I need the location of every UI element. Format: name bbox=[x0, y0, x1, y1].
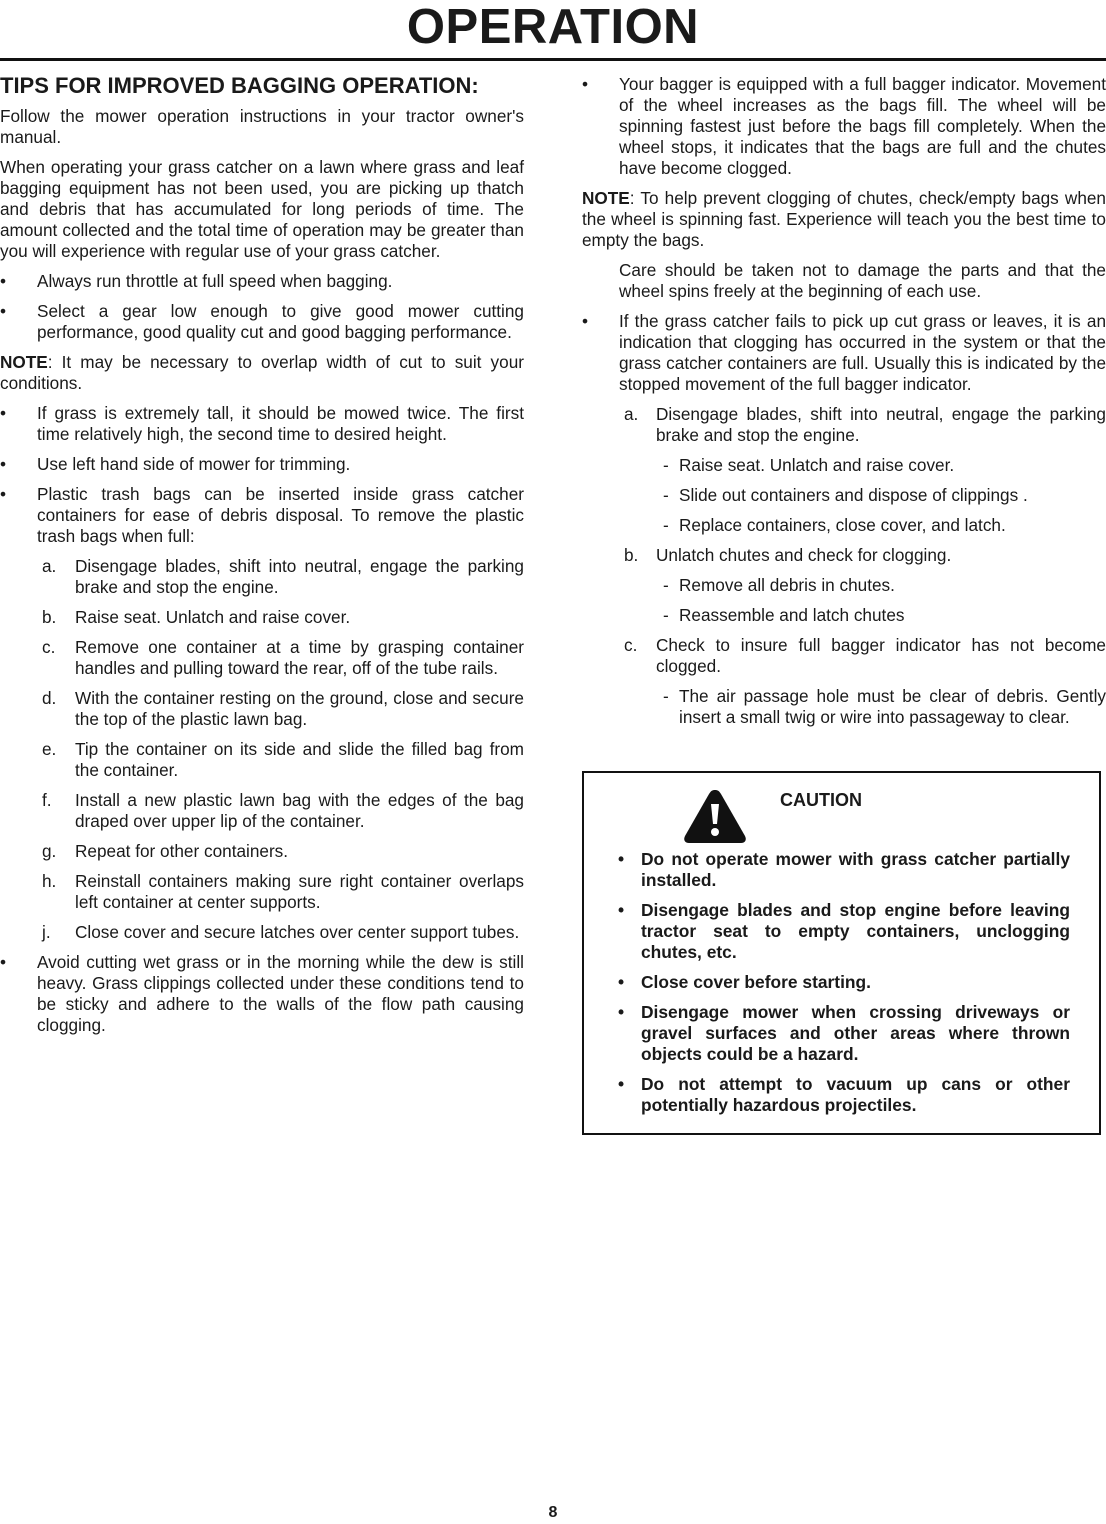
dash-item: - Replace containers, close cover, and latch. bbox=[663, 515, 1006, 535]
bullet-icon: • bbox=[0, 271, 7, 291]
bullet-icon: • bbox=[618, 972, 625, 992]
list-item: • Use left hand side of mower for trimming. bbox=[0, 454, 351, 474]
note-paragraph: NOTE: To help prevent clogging of chutes, check/empty bags when the wheel is spinning fast. Experience will teach you the best time to empty the bags. bbox=[582, 188, 1106, 250]
page-header bbox=[0, 0, 1106, 61]
step-item: j. Close cover and secure latches over center support tubes. bbox=[42, 922, 520, 942]
caution-item: • Disengage mower when crossing driveways or gravel surfaces and other areas where thrown objects could be a hazard. bbox=[618, 1002, 1070, 1064]
dash-item: - Remove all debris in chutes. bbox=[663, 575, 895, 595]
bullet-icon: • bbox=[618, 849, 625, 869]
step-item: c. Check to insure full bagger indicator has not become clogged. bbox=[624, 635, 1106, 676]
caution-box bbox=[582, 771, 1101, 1135]
page-title: OPERATION bbox=[406, 0, 700, 54]
right-column bbox=[582, 74, 1106, 737]
caution-item: • Do not attempt to vacuum up cans or other potentially hazardous projectiles. bbox=[618, 1074, 1070, 1115]
bullet-icon: • bbox=[582, 311, 589, 331]
step-item: c. Remove one container at a time by grasping container handles and pulling toward the rear, off of the tube rails. bbox=[42, 637, 524, 678]
list-item: • Avoid cutting wet grass or in the morning while the dew is still heavy. Grass clippings collected under these conditions tend to be sticky and adhere to the walls of the flow path causing clogging. bbox=[0, 952, 524, 1035]
bullet-icon: • bbox=[618, 900, 625, 920]
bullet-icon: • bbox=[0, 454, 7, 474]
step-item: e. Tip the container on its side and slide the filled bag from the container. bbox=[42, 739, 524, 780]
bullet-icon: • bbox=[582, 74, 589, 94]
step-item: a. Disengage blades, shift into neutral, engage the parking brake and stop the engine. bbox=[624, 404, 1106, 445]
page-number: 8 bbox=[548, 1504, 558, 1521]
left-column bbox=[0, 74, 524, 1045]
warning-triangle-icon bbox=[682, 787, 748, 845]
caution-item: • Do not operate mower with grass catcher partially installed. bbox=[618, 849, 1070, 890]
list-item: • If the grass catcher fails to pick up cut grass or leaves, it is an indication that clogging has occurred in the system or that the grass catcher containers are full. Usually this is indicated by the stopped movement of the full bagger indicator. bbox=[582, 311, 1106, 394]
caution-item: • Disengage blades and stop engine before leaving tractor seat to empty containers, unclogging chutes, etc. bbox=[618, 900, 1070, 962]
bullet-icon: • bbox=[0, 952, 7, 972]
list-item: • Plastic trash bags can be inserted inside grass catcher containers for ease of debris disposal. To remove the plastic trash bags when full: bbox=[0, 484, 524, 546]
bullet-icon: • bbox=[618, 1074, 625, 1094]
step-item: f. Install a new plastic lawn bag with the edges of the bag draped over upper lip of the container. bbox=[42, 790, 524, 831]
care-paragraph: Care should be taken not to damage the parts and that the wheel spins freely at the beginning of each use. bbox=[619, 260, 1106, 301]
note-label: NOTE bbox=[582, 188, 630, 208]
step-item: b. Unlatch chutes and check for clogging. bbox=[624, 545, 952, 565]
intro-paragraph: Follow the mower operation instructions in your tractor owner's manual. bbox=[0, 106, 524, 147]
step-item: h. Reinstall containers making sure right container overlaps left container at center supports. bbox=[42, 871, 524, 912]
list-item: • Always run throttle at full speed when bagging. bbox=[0, 271, 393, 291]
caution-item: • Close cover before starting. bbox=[618, 972, 872, 992]
step-item: g. Repeat for other containers. bbox=[42, 841, 289, 861]
list-item: • Select a gear low enough to give good mower cutting performance, good quality cut and good bagging performance. bbox=[0, 301, 524, 342]
dash-item: - Reassemble and latch chutes bbox=[663, 605, 905, 625]
bullet-icon: • bbox=[0, 403, 7, 423]
caution-list bbox=[618, 849, 1070, 1125]
bullet-icon: • bbox=[0, 484, 7, 504]
step-item: a. Disengage blades, shift into neutral, engage the parking brake and stop the engine. bbox=[42, 556, 524, 597]
dash-item: - The air passage hole must be clear of debris. Gently insert a small twig or wire into passageway to clear. bbox=[663, 686, 1106, 727]
step-item: d. With the container resting on the ground, close and secure the top of the plastic lawn bag. bbox=[42, 688, 524, 729]
section-heading: TIPS FOR IMPROVED BAGGING OPERATION: bbox=[0, 73, 479, 98]
dash-item: - Raise seat. Unlatch and raise cover. bbox=[663, 455, 955, 475]
bullet-icon: • bbox=[0, 301, 7, 321]
note-label: NOTE bbox=[0, 352, 48, 372]
step-item: b. Raise seat. Unlatch and raise cover. bbox=[42, 607, 351, 627]
note-paragraph: NOTE: It may be necessary to overlap width of cut to suit your conditions. bbox=[0, 352, 524, 393]
bullet-icon: • bbox=[618, 1002, 625, 1022]
list-item: • If grass is extremely tall, it should be mowed twice. The first time relatively high, the second time to desired height. bbox=[0, 403, 524, 444]
thatch-paragraph: When operating your grass catcher on a lawn where grass and leaf bagging equipment has not been used, you are picking up thatch and debris that has accumulated for long periods of time. The amount collected and the total time of operation may be greater than you will experience with regular use of your grass catcher. bbox=[0, 157, 524, 261]
caution-title: CAUTION bbox=[780, 790, 862, 810]
dash-item: - Slide out containers and dispose of clippings . bbox=[663, 485, 1028, 505]
list-item: • Your bagger is equipped with a full bagger indicator. Movement of the wheel increases as the bags fill. The wheel will be spinning fastest just before the bags fill completely. When the wheel stops, it indicates that the bags are full and the chutes have become clogged. bbox=[582, 74, 1106, 178]
